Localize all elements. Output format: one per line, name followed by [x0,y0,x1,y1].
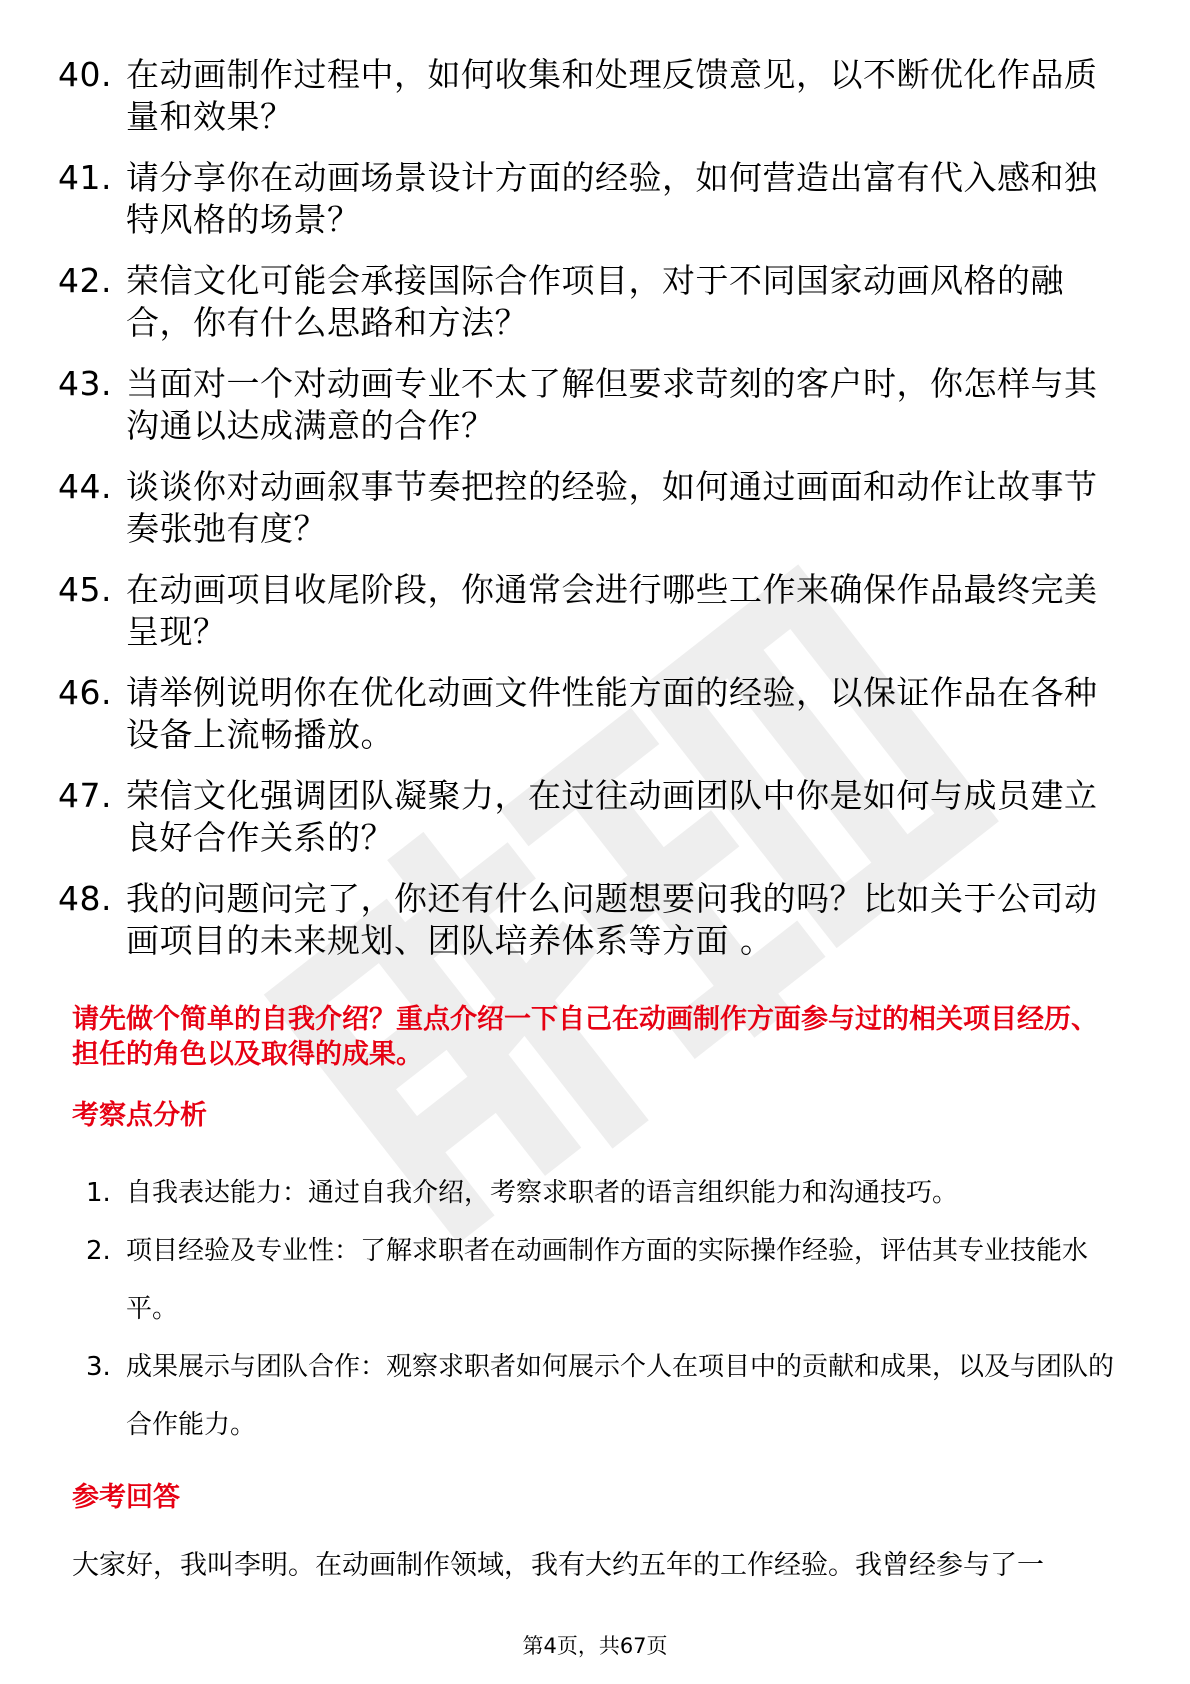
question-number: 48. [58,879,112,918]
analysis-item [86,1164,1121,1222]
question-number: 43. [58,364,112,403]
answer-paragraph: 大家好，我叫李明。在动画制作领域，我有大约五年的工作经验。我曾经参与了一 [72,1550,1044,1581]
question-text: 我的问题问完了，你还有什么问题想要问我的吗？比如关于公司动画项目的未来规划、团队培养体系等方面 。 [126,879,1098,960]
question-text: 在动画项目收尾阶段，你通常会进行哪些工作来确保作品最终完美呈现？ [126,570,1098,651]
question-item [58,363,1118,447]
analysis-list [86,1164,1121,1454]
answer-heading: 参考回答 [72,1482,180,1513]
question-number: 47. [58,776,112,815]
question-number: 44. [58,467,112,506]
question-item [58,775,1118,859]
question-text: 谈谈你对动画叙事节奏把控的经验，如何通过画面和动作让故事节奏张弛有度？ [126,467,1098,548]
analysis-item [86,1338,1121,1454]
question-text: 荣信文化可能会承接国际合作项目，对于不同国家动画风格的融合，你有什么思路和方法？ [126,261,1064,342]
question-text: 请分享你在动画场景设计方面的经验，如何营造出富有代入感和独特风格的场景？ [126,158,1098,239]
question-number: 46. [58,673,112,712]
question-item [58,157,1118,241]
analysis-number: 3. [86,1352,111,1382]
question-text: 荣信文化强调团队凝聚力，在过往动画团队中你是如何与成员建立良好合作关系的？ [126,776,1098,857]
question-number: 42. [58,261,112,300]
analysis-text: 项目经验及专业性：了解求职者在动画制作方面的实际操作经验，评估其专业技能水平。 [126,1236,1089,1324]
question-item [58,466,1118,550]
analysis-number: 2. [86,1236,111,1266]
question-number: 40. [58,55,112,94]
analysis-number: 1. [86,1178,111,1208]
question-text: 请举例说明你在优化动画文件性能方面的经验，以保证作品在各种设备上流畅播放。 [126,673,1098,754]
question-item [58,569,1118,653]
analysis-heading: 考察点分析 [72,1100,207,1131]
question-item [58,54,1118,138]
question-item [58,672,1118,756]
question-list [58,54,1118,981]
analysis-item [86,1222,1121,1338]
question-text: 在动画制作过程中，如何收集和处理反馈意见，以不断优化作品质量和效果？ [126,55,1098,136]
question-text: 当面对一个对动画专业不太了解但要求苛刻的客户时，你怎样与其沟通以达成满意的合作？ [126,364,1098,445]
analysis-text: 自我表达能力：通过自我介绍，考察求职者的语言组织能力和沟通技巧。 [126,1178,959,1208]
question-number: 45. [58,570,112,609]
question-item [58,260,1118,344]
page-footer: 第4页，共67页 [522,1634,668,1658]
analysis-text: 成果展示与团队合作：观察求职者如何展示个人在项目中的贡献和成果，以及与团队的合作能力。 [126,1352,1115,1440]
question-item [58,878,1118,962]
question-number: 41. [58,158,112,197]
featured-question: 请先做个简单的自我介绍？重点介绍一下自己在动画制作方面参与过的相关项目经历、担任的角色以及取得的成果。 [72,1004,1098,1070]
